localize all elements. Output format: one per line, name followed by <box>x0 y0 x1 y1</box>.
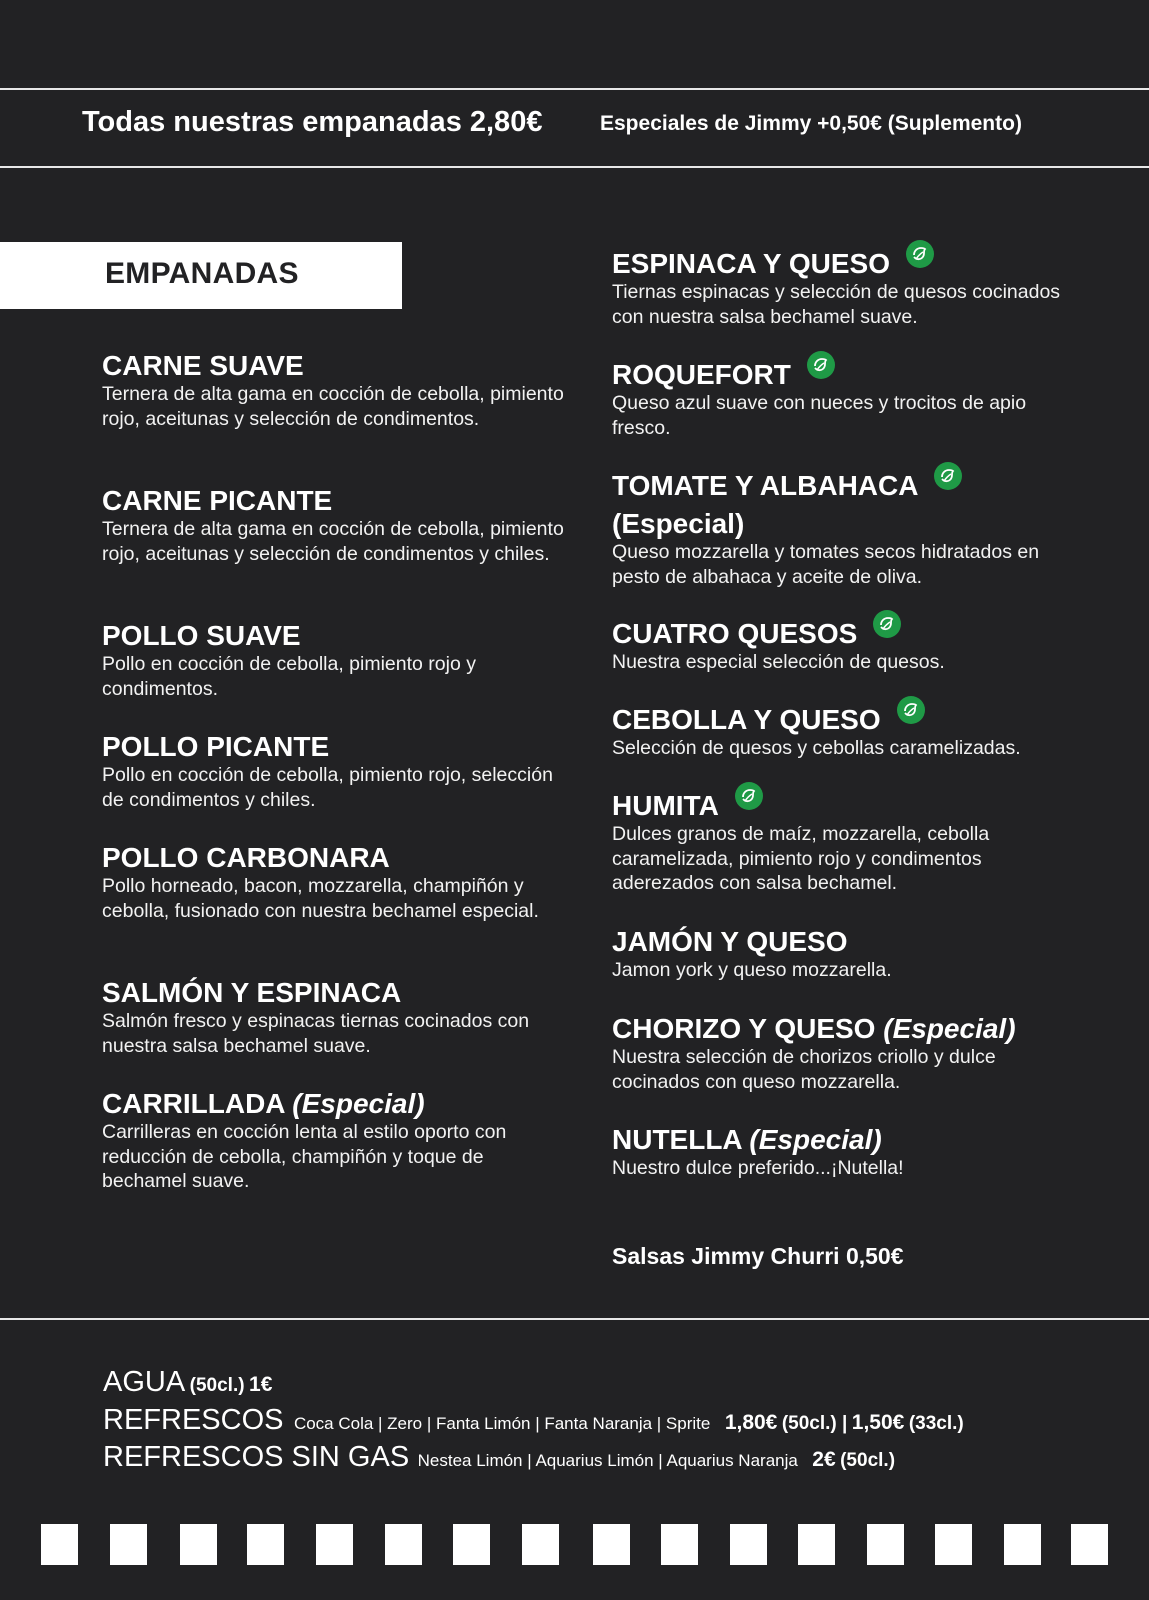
checker-square <box>522 1524 559 1565</box>
checker-square <box>110 1524 147 1565</box>
menu-item <box>102 485 572 566</box>
item-description: Queso mozzarella y tomates secos hidratados en pesto de albahaca y aceite de oliva. <box>612 541 1040 588</box>
drink-size: (50cl.) <box>840 1450 896 1471</box>
menu-item <box>612 359 1072 440</box>
checker-square <box>385 1524 422 1565</box>
drinks-top-rule <box>0 1318 1149 1320</box>
item-name <box>612 359 1072 391</box>
checker-square <box>661 1524 698 1565</box>
special-tag: (Especial) <box>292 1088 425 1119</box>
menu-item <box>612 926 1072 983</box>
section-title: EMPANADAS <box>105 257 299 290</box>
menu-item <box>102 842 572 923</box>
item-name: JAMÓN Y QUESO <box>612 926 848 957</box>
banner-supplement: Especiales de Jimmy +0,50€ (Suplemento) <box>600 112 1022 135</box>
item-name <box>612 248 1072 280</box>
checker-square <box>730 1524 767 1565</box>
item-description: Carrilleras en cocción lenta al estilo oporto con reducción de cebolla, champiñón y toque de bechamel suave. <box>102 1121 507 1192</box>
banner-main: Todas nuestras empanadas 2,80€ <box>82 106 543 138</box>
menu-item <box>102 1088 572 1194</box>
item-description: Nuestra especial selección de quesos. <box>612 651 945 673</box>
item-name <box>612 704 1072 736</box>
menu-item <box>612 470 1072 589</box>
item-name-text: CUATRO QUESOS <box>612 618 858 649</box>
item-name <box>102 1088 572 1120</box>
item-description: Pollo en cocción de cebolla, pimiento rojo y condimentos. <box>102 653 476 700</box>
menu-item <box>102 350 572 431</box>
item-description: Jamon york y queso mozzarella. <box>612 959 892 981</box>
drink-price: 1,50€ <box>851 1411 905 1434</box>
item-description: Dulces granos de maíz, mozzarella, cebolla caramelizada, pimiento rojo y condimentos aderezados con salsa bechamel. <box>612 823 990 894</box>
menu-item <box>612 704 1072 761</box>
special-tag: (Especial) <box>612 508 745 539</box>
item-name: POLLO CARBONARA <box>102 842 390 873</box>
drink-size: (50cl.) <box>189 1375 245 1396</box>
salsas-price: Salsas Jimmy Churri 0,50€ <box>612 1243 904 1269</box>
leaf-icon <box>807 351 835 379</box>
menu-item <box>612 1124 1072 1181</box>
item-description: Tiernas espinacas y selección de quesos cocinados con nuestra salsa bechamel suave. <box>612 281 1061 328</box>
drink-price: 1,80€ <box>724 1411 778 1434</box>
drink-size: (50cl.) | <box>781 1413 848 1434</box>
item-description: Ternera de alta gama en cocción de cebolla, pimiento rojo, aceitunas y selección de condimentos y chiles. <box>102 518 564 565</box>
menu-item <box>612 1013 1072 1094</box>
drink-label: REFRESCOS SIN GAS <box>103 1441 410 1473</box>
leaf-icon <box>934 462 962 490</box>
item-name <box>612 618 1072 650</box>
item-name: CARNE SUAVE <box>102 350 304 381</box>
menu-item <box>612 618 1072 675</box>
special-tag: (Especial) <box>749 1124 882 1155</box>
checker-square <box>593 1524 630 1565</box>
item-name <box>612 790 1072 822</box>
item-name-text: TOMATE Y ALBAHACA <box>612 470 919 501</box>
menu-item <box>102 977 572 1058</box>
checker-square <box>1004 1524 1041 1565</box>
drink-options: Nestea Limón | Aquarius Limón | Aquarius Naranja <box>417 1451 798 1470</box>
leaf-icon <box>906 240 934 268</box>
item-description: Queso azul suave con nueces y trocitos de apio fresco. <box>612 392 1027 439</box>
price-banner <box>0 90 1149 164</box>
item-description: Nuestra selección de chorizos criollo y dulce cocinados con queso mozzarella. <box>612 1046 996 1093</box>
item-name <box>612 1124 1072 1156</box>
drink-size: (33cl.) <box>908 1413 964 1434</box>
menu-item <box>612 790 1072 896</box>
item-name-text: ESPINACA Y QUESO <box>612 248 891 279</box>
menu-item <box>102 731 572 812</box>
checker-square <box>1071 1524 1108 1565</box>
drink-row-sin-gas <box>103 1441 895 1474</box>
drink-row-refrescos <box>103 1404 964 1437</box>
item-name <box>612 470 1072 502</box>
item-name-text: NUTELLA <box>612 1124 742 1155</box>
item-name <box>612 1013 1072 1045</box>
item-name: POLLO SUAVE <box>102 620 301 651</box>
item-name-text: ROQUEFORT <box>612 359 791 390</box>
banner-bottom-rule <box>0 166 1149 168</box>
checker-square <box>316 1524 353 1565</box>
item-description: Salmón fresco y espinacas tiernas cocinados con nuestra salsa bechamel suave. <box>102 1010 530 1057</box>
drink-label: AGUA <box>103 1366 186 1398</box>
item-name: CARNE PICANTE <box>102 485 333 516</box>
item-name-text: CHORIZO Y QUESO <box>612 1013 876 1044</box>
drink-price: 2€ <box>812 1448 836 1471</box>
item-description: Selección de quesos y cebollas caramelizadas. <box>612 737 1021 759</box>
checker-square <box>867 1524 904 1565</box>
drink-price: 1€ <box>249 1373 273 1396</box>
item-name: SALMÓN Y ESPINACA <box>102 977 402 1008</box>
section-title-tab <box>0 242 402 309</box>
special-tag: (Especial) <box>883 1013 1016 1044</box>
checker-square <box>935 1524 972 1565</box>
item-description: Pollo horneado, bacon, mozzarella, champiñón y cebolla, fusionado con nuestra bechamel especial. <box>102 875 539 922</box>
drink-options: Coca Cola | Zero | Fanta Limón | Fanta Naranja | Sprite <box>293 1414 711 1433</box>
checker-square <box>247 1524 284 1565</box>
drink-label: REFRESCOS <box>103 1404 284 1436</box>
item-description: Nuestro dulce preferido...¡Nutella! <box>612 1157 904 1179</box>
item-name-text: CEBOLLA Y QUESO <box>612 704 881 735</box>
item-description: Ternera de alta gama en cocción de cebolla, pimiento rojo, aceitunas y selección de condimentos. <box>102 383 564 430</box>
item-description: Pollo en cocción de cebolla, pimiento rojo, selección de condimentos y chiles. <box>102 764 553 811</box>
menu-item <box>612 248 1072 329</box>
item-name-text: HUMITA <box>612 790 719 821</box>
item-name: POLLO PICANTE <box>102 731 330 762</box>
checker-square <box>180 1524 217 1565</box>
checker-square <box>453 1524 490 1565</box>
leaf-icon <box>897 696 925 724</box>
menu-item <box>102 620 572 701</box>
leaf-icon <box>735 782 763 810</box>
drink-row-agua <box>103 1366 272 1399</box>
item-name-text: CARRILLADA <box>102 1088 285 1119</box>
checker-square <box>798 1524 835 1565</box>
checker-square <box>41 1524 78 1565</box>
leaf-icon <box>873 610 901 638</box>
